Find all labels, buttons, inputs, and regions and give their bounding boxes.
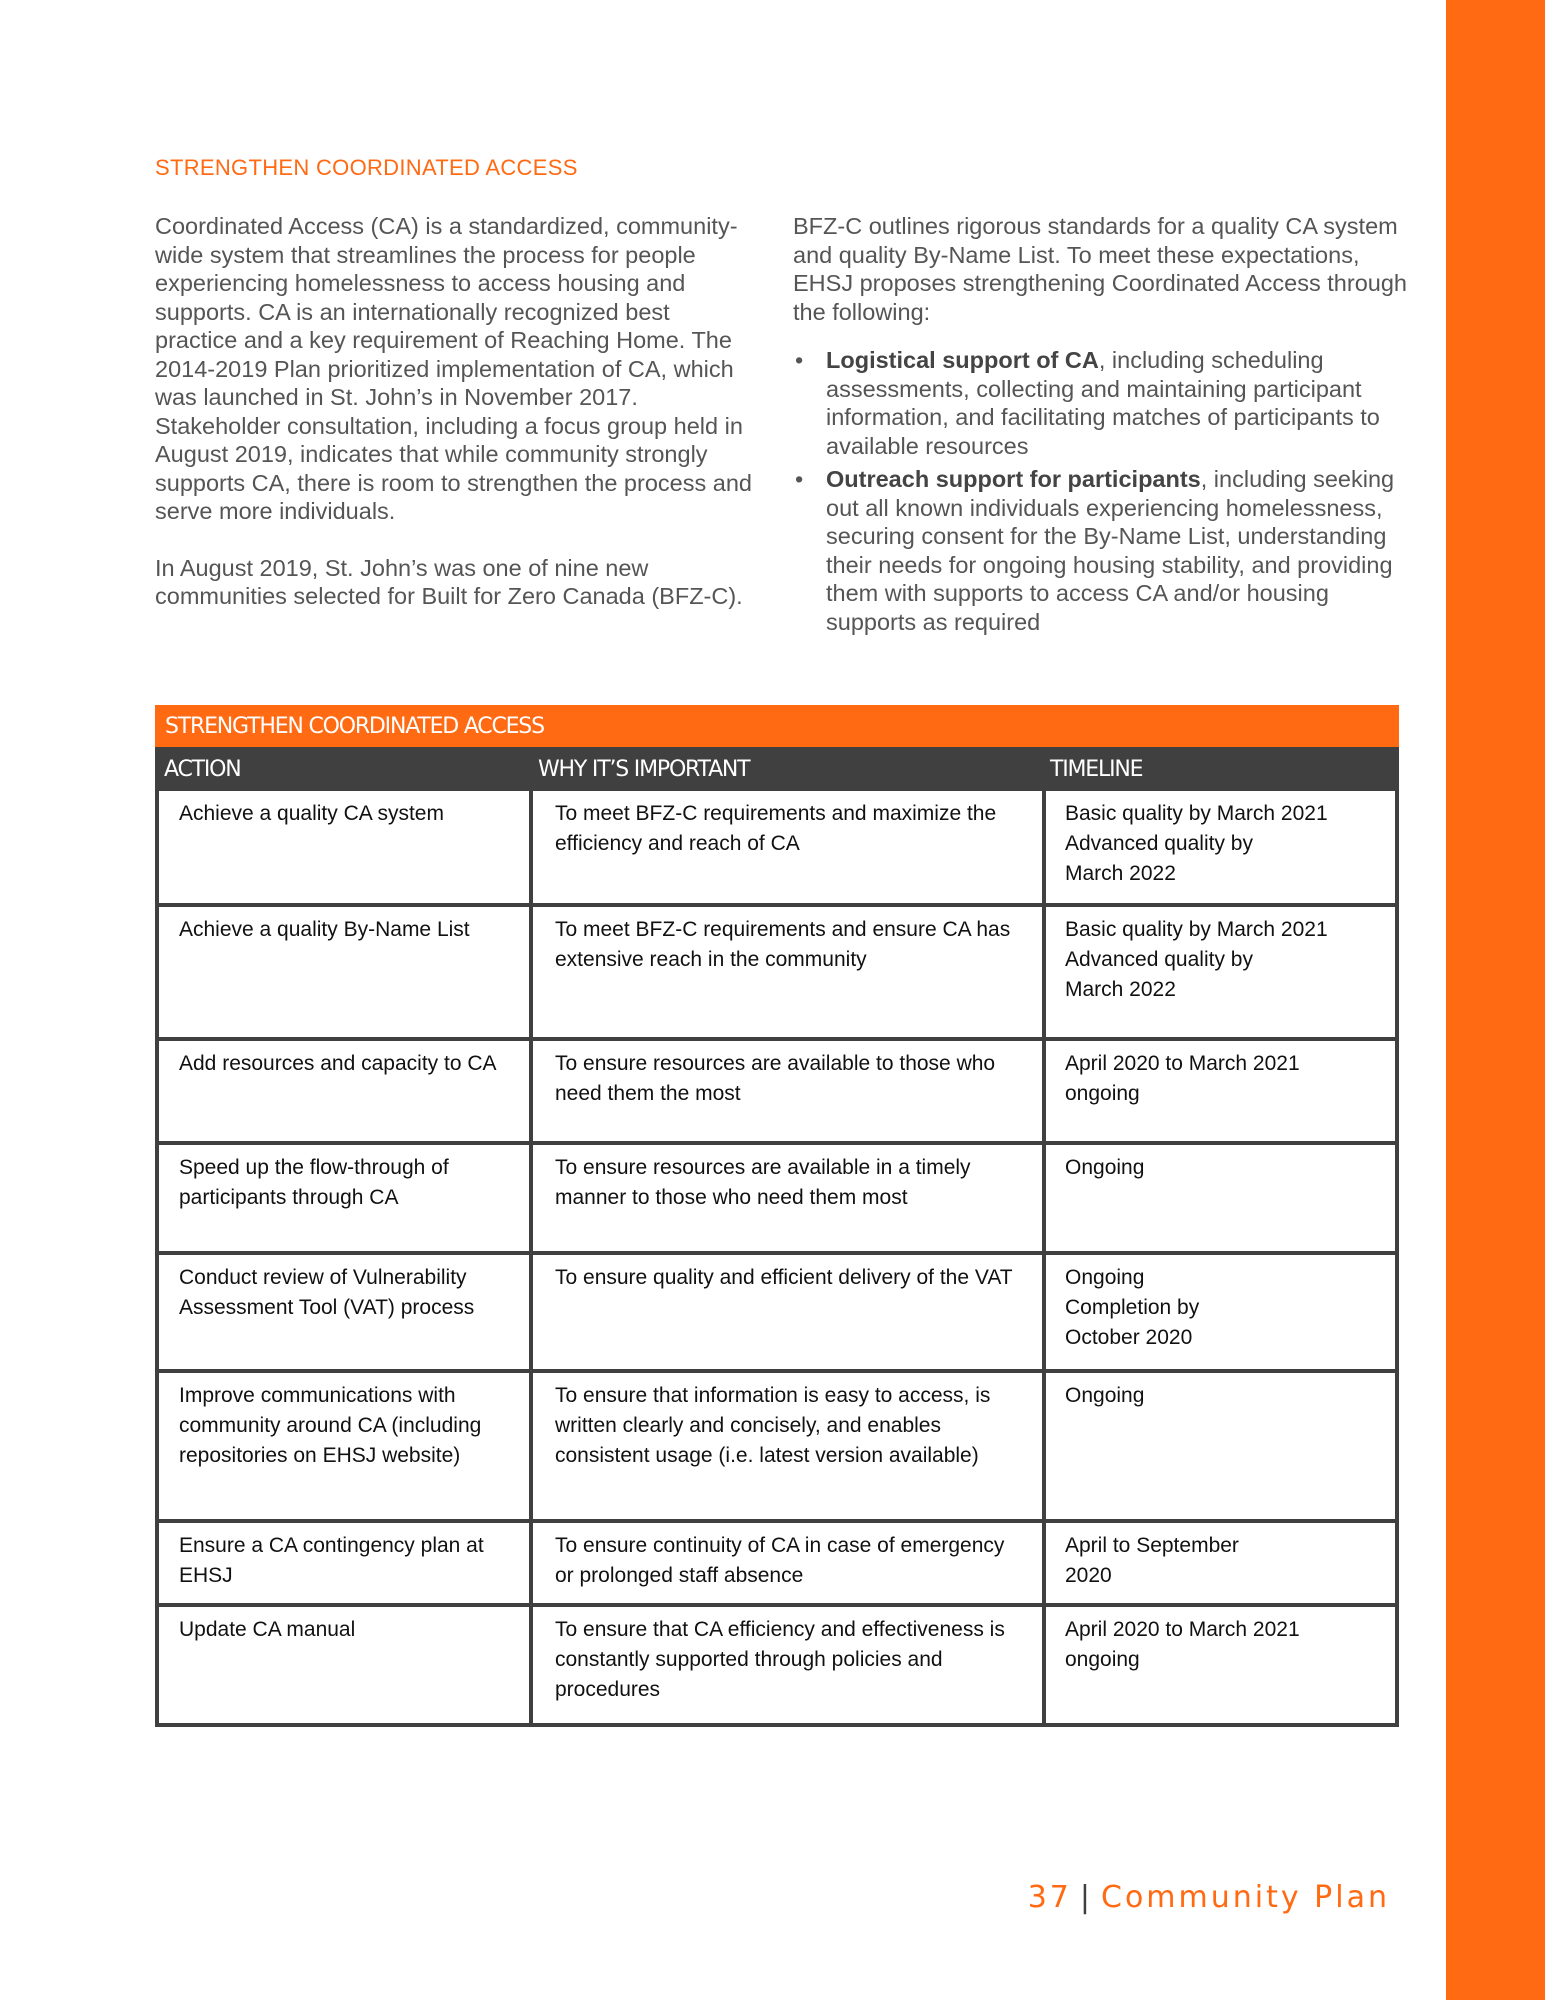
- action-cell: Ensure a CA contingency plan at EHSJ: [179, 1534, 484, 1587]
- table-row: [159, 1603, 1395, 1723]
- timeline-line: October 2020: [1065, 1326, 1193, 1349]
- why-cell: To ensure resources are available to those who need them the most: [529, 1041, 1042, 1141]
- footer-separator: |: [1079, 1880, 1093, 1915]
- table-row: [159, 1519, 1395, 1603]
- document-title: Community Plan: [1101, 1880, 1390, 1915]
- why-cell: To meet BFZ-C requirements and maximize the efficiency and reach of CA: [529, 791, 1042, 903]
- timeline-line: Advanced quality by: [1065, 948, 1253, 971]
- timeline-line: March 2022: [1065, 978, 1176, 1001]
- timeline-line: Advanced quality by: [1065, 832, 1253, 855]
- bullet-bold: Logistical support of CA: [826, 347, 1099, 373]
- action-cell: Add resources and capacity to CA: [179, 1052, 497, 1075]
- why-cell: To ensure that information is easy to access, is written clearly and concisely, and enables consistent usage (i.e. latest version available): [529, 1373, 1042, 1519]
- orange-side-band: [1446, 0, 1545, 2000]
- why-cell: To ensure quality and efficient delivery of the VAT: [529, 1255, 1042, 1369]
- why-cell: To meet BFZ-C requirements and ensure CA has extensive reach in the community: [529, 907, 1042, 1037]
- bullet-bold: Outreach support for participants: [826, 466, 1201, 492]
- action-cell: Improve communications with community around CA (including repositories on EHSJ website): [179, 1384, 482, 1467]
- timeline-cell: [1042, 1523, 1395, 1603]
- left-paragraph-2: In August 2019, St. John’s was one of nine new communities selected for Built for Zero Canada (BFZ-C).: [155, 554, 743, 609]
- page-number: 37: [1027, 1880, 1072, 1915]
- timeline-cell: [1042, 791, 1395, 903]
- action-cell: Speed up the flow-through of participants through CA: [179, 1156, 449, 1209]
- timeline-cell: [1042, 1373, 1395, 1519]
- timeline-line: Basic quality by March 2021: [1065, 802, 1328, 825]
- action-cell: Achieve a quality By-Name List: [179, 918, 470, 941]
- bullet-item: [793, 346, 1413, 460]
- header-why: WHY IT’S IMPORTANT: [538, 757, 750, 782]
- timeline-line: March 2022: [1065, 862, 1176, 885]
- bullet-list: [793, 346, 1413, 636]
- timeline-line: Basic quality by March 2021: [1065, 918, 1328, 941]
- bullet-text: , including seeking out all known individuals experiencing homelessness, securing consent for the By-Name List, understanding their needs for ongoing housing stability, and providing them with supports to access CA and/or housing supports as required: [826, 466, 1395, 635]
- page-footer: [1028, 1880, 1390, 1915]
- actions-table: [155, 705, 1399, 1727]
- table-header: [155, 747, 1399, 791]
- table-row: [159, 1251, 1395, 1369]
- timeline-line: Completion by: [1065, 1296, 1200, 1319]
- timeline-line: ongoing: [1065, 1082, 1140, 1105]
- timeline-line: April 2020 to March 2021: [1065, 1618, 1300, 1641]
- right-column: [793, 212, 1413, 641]
- bullet-icon: •: [795, 466, 804, 492]
- action-cell: Conduct review of Vulnerability Assessment Tool (VAT) process: [179, 1266, 475, 1319]
- left-paragraph-1: Coordinated Access (CA) is a standardized, community-wide system that streamlines the process for people experiencing homelessness to access housing and supports. CA is an internationally recognized best practice and a key requirement of Reaching Home. The 2014-2019 Plan prioritized implementation of CA, which was launched in St. John’s in November 2017. Stakeholder consultation, including a focus group held in August 2019, indicates that while community strongly supports CA, there is room to strengthen the process and serve more individuals.: [155, 213, 752, 524]
- action-cell: Achieve a quality CA system: [179, 802, 444, 825]
- timeline-line: Ongoing: [1065, 1266, 1145, 1289]
- header-timeline: TIMELINE: [1050, 757, 1143, 782]
- table-row: [159, 1037, 1395, 1141]
- table-body: [155, 791, 1399, 1727]
- timeline-line: Ongoing: [1065, 1384, 1145, 1407]
- why-cell: To ensure that CA efficiency and effectiveness is constantly supported through policies and procedures: [529, 1607, 1042, 1723]
- timeline-cell: [1042, 1041, 1395, 1141]
- bullet-text: , including scheduling assessments, collecting and maintaining participant information, and facilitating matches of participants to available resources: [826, 347, 1380, 459]
- timeline-line: April to September: [1065, 1534, 1239, 1557]
- timeline-line: Ongoing: [1065, 1156, 1145, 1179]
- table-row: [159, 791, 1395, 903]
- why-cell: To ensure resources are available in a timely manner to those who need them most: [529, 1145, 1042, 1251]
- timeline-cell: [1042, 907, 1395, 1037]
- bullet-icon: •: [795, 347, 804, 373]
- action-cell: Update CA manual: [179, 1618, 356, 1641]
- timeline-cell: [1042, 1255, 1395, 1369]
- left-column: [155, 212, 755, 611]
- right-intro: BFZ-C outlines rigorous standards for a quality CA system and quality By-Name List. To meet these expectations, EHSJ proposes strengthening Coordinated Access through the following:: [793, 213, 1407, 325]
- section-heading: STRENGTHEN COORDINATED ACCESS: [155, 155, 578, 180]
- table-row: [159, 1141, 1395, 1251]
- timeline-cell: [1042, 1607, 1395, 1723]
- header-action: ACTION: [164, 757, 241, 782]
- table-title: STRENGTHEN COORDINATED ACCESS: [155, 705, 1399, 747]
- timeline-cell: [1042, 1145, 1395, 1251]
- bullet-item: [793, 465, 1413, 636]
- table-row: [159, 1369, 1395, 1519]
- timeline-line: ongoing: [1065, 1648, 1140, 1671]
- timeline-line: 2020: [1065, 1564, 1112, 1587]
- timeline-line: April 2020 to March 2021: [1065, 1052, 1300, 1075]
- table-row: [159, 903, 1395, 1037]
- why-cell: To ensure continuity of CA in case of emergency or prolonged staff absence: [529, 1523, 1042, 1603]
